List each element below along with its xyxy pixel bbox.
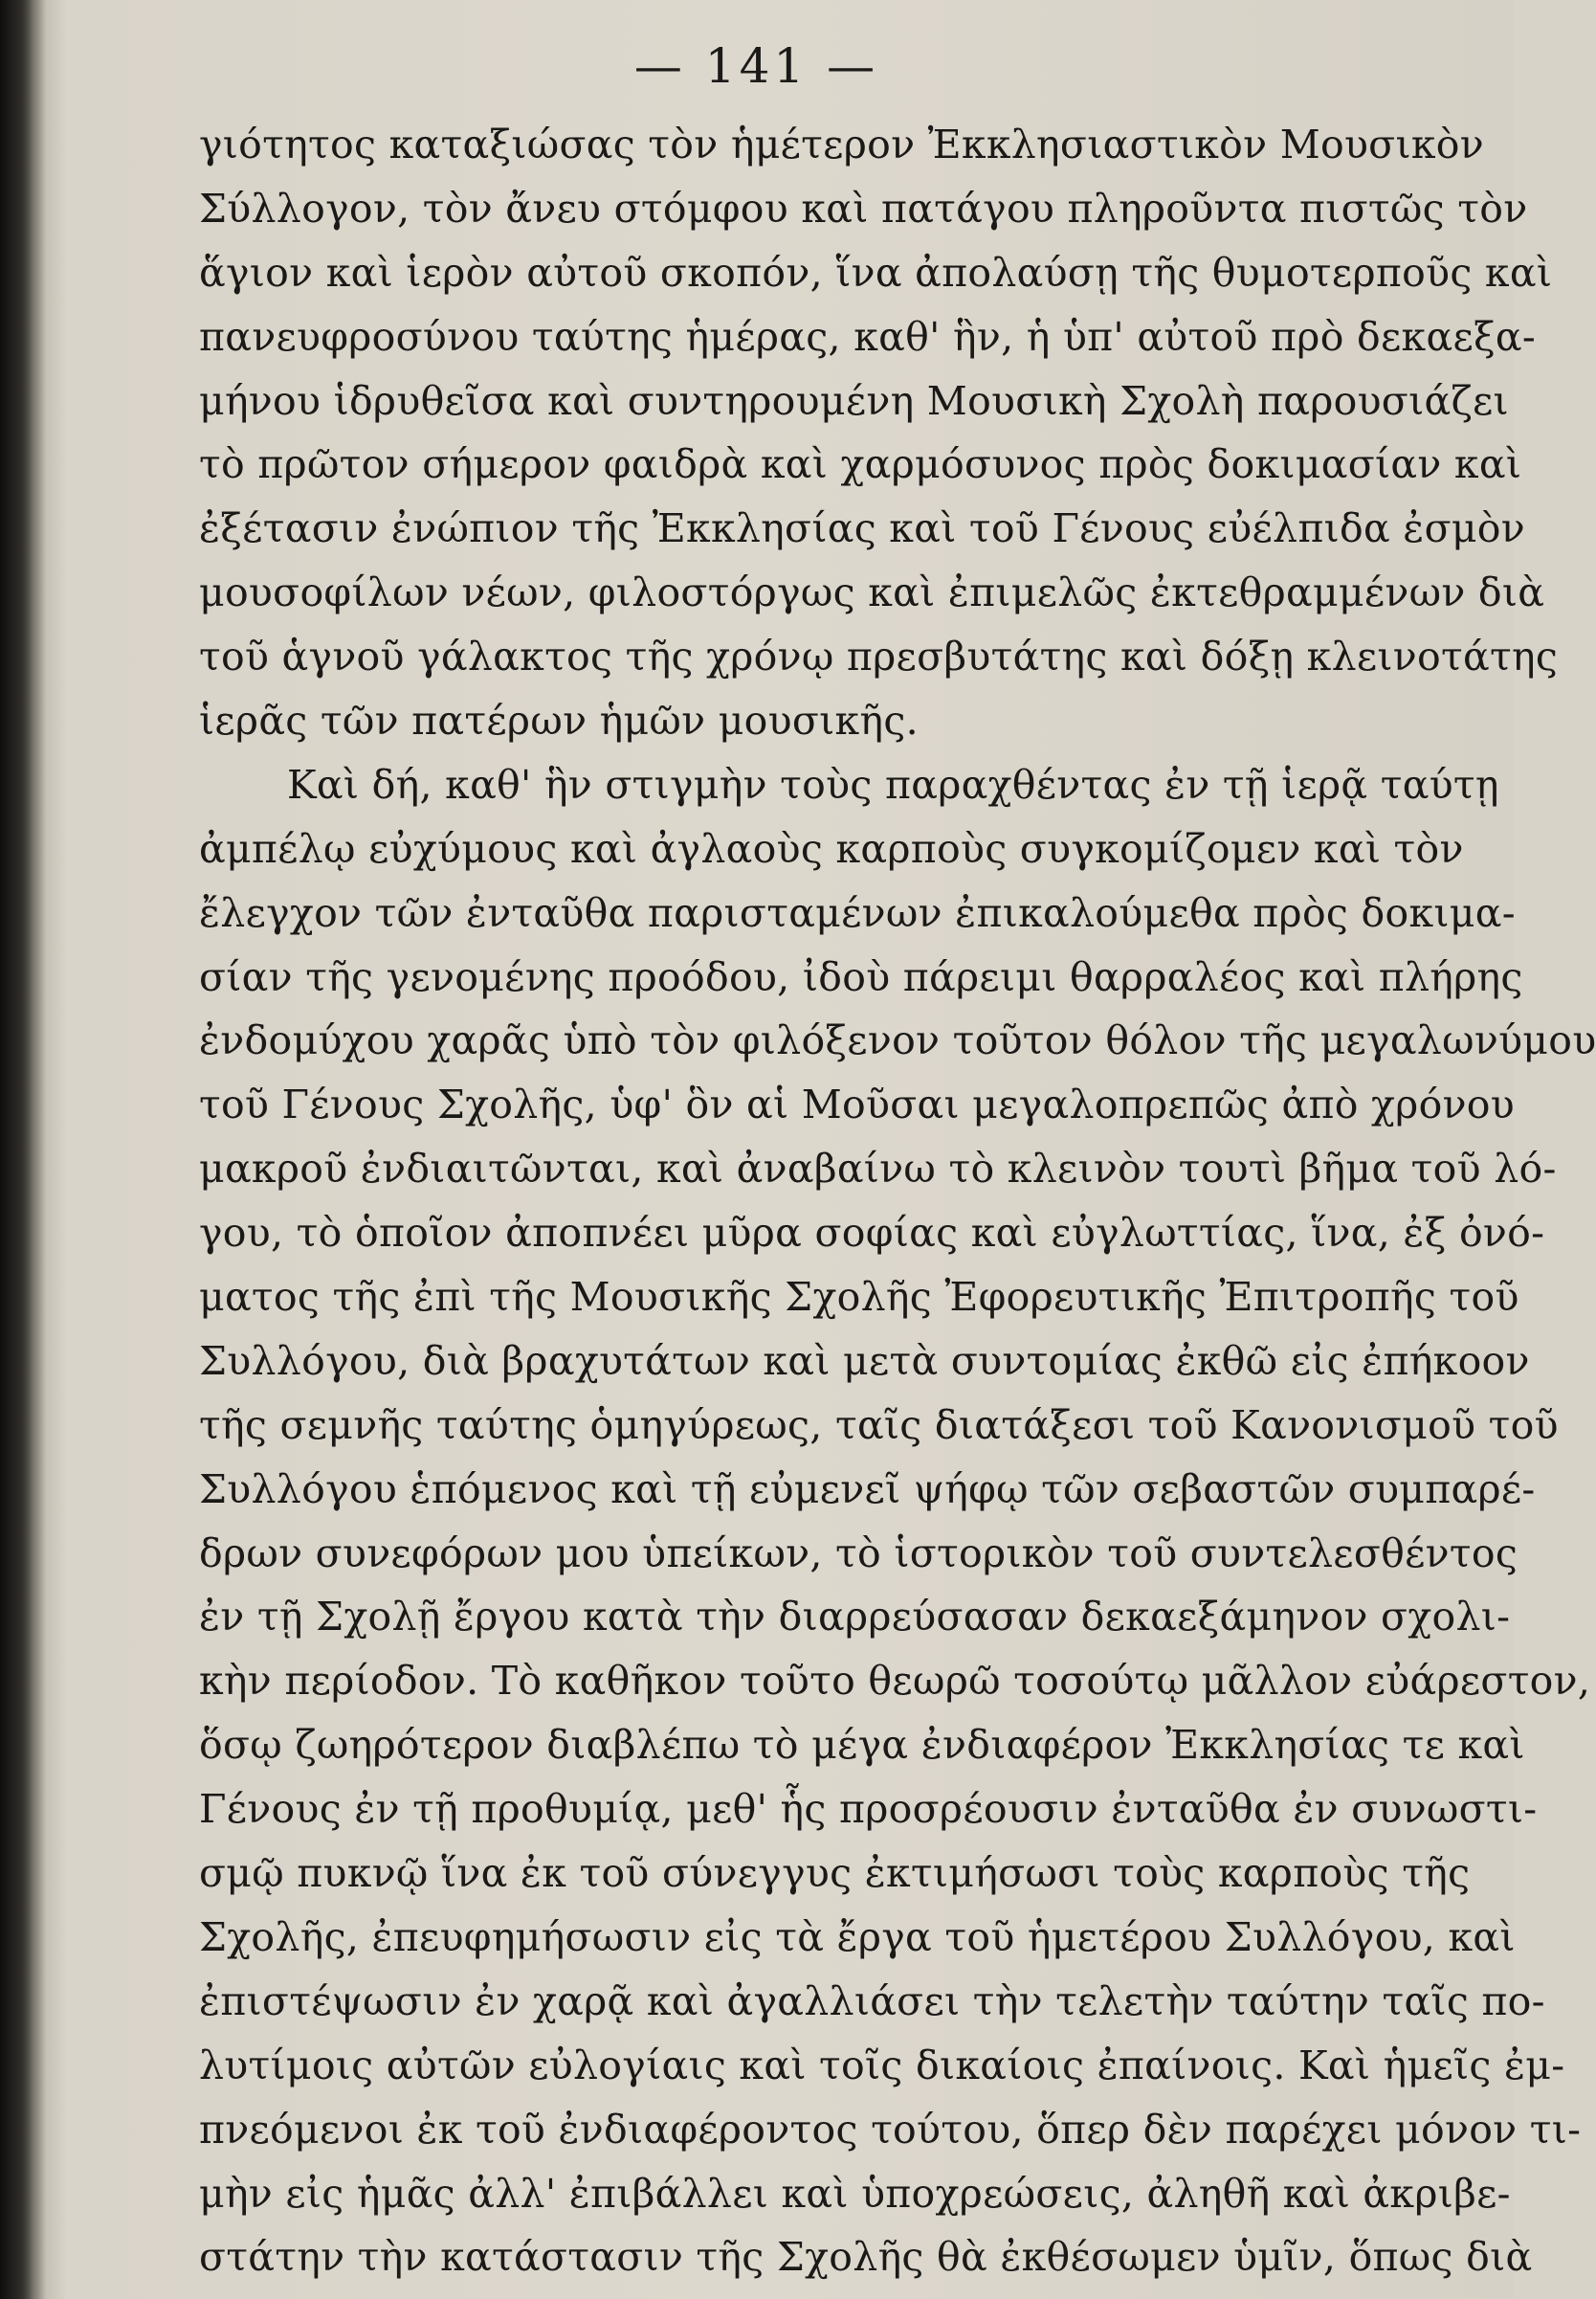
text-line: μήνου ἱδρυθεῖσα καὶ συντηρουμένη Μουσικὴ Σχολὴ παρουσιάζει xyxy=(199,377,1509,424)
body-text xyxy=(199,113,1596,2289)
text-line: πανευφροσύνου ταύτης ἡμέρας, καθ' ἣν, ἡ ὑπ' αὐτοῦ πρὸ δεκαεξα- xyxy=(199,313,1537,360)
paragraph xyxy=(199,753,1596,2289)
text-line: μὴν εἰς ἡμᾶς ἀλλ' ἐπιβάλλει καὶ ὑποχρεώσεις, ἀληθῆ καὶ ἀκριβε- xyxy=(199,2170,1511,2217)
text-line: Σχολῆς, ἐπευφημήσωσιν εἰς τὰ ἔργα τοῦ ἡμετέρου Συλλόγου, καὶ xyxy=(199,1913,1516,1960)
text-line: ἔλεγχον τῶν ἐνταῦθα παρισταμένων ἐπικαλούμεθα πρὸς δοκιμα- xyxy=(199,889,1516,936)
text-line: ἱερᾶς τῶν πατέρων ἡμῶν μουσικῆς. xyxy=(199,698,919,745)
text-line: ἅγιον καὶ ἱερὸν αὐτοῦ σκοπόν, ἵνα ἀπολαύσῃ τῆς θυμοτερποῦς καὶ xyxy=(199,249,1553,296)
text-line: ἐν τῇ Σχολῇ ἔργου κατὰ τὴν διαρρεύσασαν δεκαεξάμηνον σχολι- xyxy=(199,1594,1511,1641)
text-line: ἐπιστέψωσιν ἐν χαρᾷ καὶ ἀγαλλιάσει τὴν τελετὴν ταύτην ταῖς πο- xyxy=(199,1977,1545,2024)
text-line: γου, τὸ ὁποῖον ἀποπνέει μῦρα σοφίας καὶ εὐγλωττίας, ἵνα, ἐξ ὀνό- xyxy=(199,1210,1545,1257)
text-line: τοῦ ἁγνοῦ γάλακτος τῆς χρόνῳ πρεσβυτάτης καὶ δόξῃ κλεινοτάτης xyxy=(199,634,1559,681)
page-number: — 141 — xyxy=(633,38,879,94)
text-line: μουσοφίλων νέων, φιλοστόργως καὶ ἐπιμελῶς ἐκτεθραμμένων διὰ xyxy=(199,569,1545,616)
text-line: δρων συνεφόρων μου ὑπείκων, τὸ ἱστορικὸν τοῦ συντελεσθέντος xyxy=(199,1529,1518,1576)
text-line: τῆς σεμνῆς ταύτης ὁμηγύρεως, ταῖς διατάξεσι τοῦ Κανονισμοῦ τοῦ xyxy=(199,1401,1559,1448)
text-line: ἐξέτασιν ἐνώπιον τῆς Ἐκκλησίας καὶ τοῦ Γένους εὐέλπιδα ἐσμὸν xyxy=(199,505,1526,552)
text-line: ἀμπέλῳ εὐχύμους καὶ ἀγλαοὺς καρποὺς συγκομίζομεν καὶ τὸν xyxy=(199,825,1464,872)
text-line: τοῦ Γένους Σχολῆς, ὑφ' ὃν αἱ Μοῦσαι μεγαλοπρεπῶς ἀπὸ χρόνου xyxy=(199,1082,1516,1128)
text-line: στάτην τὴν κατάστασιν τῆς Σχολῆς θὰ ἐκθέσωμεν ὑμῖν, ὅπως διὰ xyxy=(199,2234,1533,2281)
text-line: ὅσῳ ζωηρότερον διαβλέπω τὸ μέγα ἐνδιαφέρον Ἐκκλησίας τε καὶ xyxy=(199,1722,1525,1769)
text-line: ἐνδομύχου χαρᾶς ὑπὸ τὸν φιλόξενον τοῦτον θόλον τῆς μεγαλωνύμου xyxy=(199,1017,1596,1064)
text-line: μακροῦ ἐνδιαιτῶνται, καὶ ἀναβαίνω τὸ κλεινὸν τουτὶ βῆμα τοῦ λό- xyxy=(199,1146,1557,1193)
paragraph xyxy=(199,113,1559,753)
text-line: Καὶ δή, καθ' ἣν στιγμὴν τοὺς παραχθέντας ἐν τῇ ἱερᾷ ταύτῃ xyxy=(287,761,1499,808)
text-line: τὸ πρῶτον σήμερον φαιδρὰ καὶ χαρμόσυνος πρὸς δοκιμασίαν καὶ xyxy=(199,441,1522,488)
text-line: σμῷ πυκνῷ ἵνα ἐκ τοῦ σύνεγγυς ἐκτιμήσωσι τοὺς καρποὺς τῆς xyxy=(199,1850,1471,1897)
text-line: Συλλόγου ἑπόμενος καὶ τῇ εὐμενεῖ ψήφῳ τῶν σεβαστῶν συμπαρέ- xyxy=(199,1465,1536,1512)
text-line: Σύλλογον, τὸν ἄνευ στόμφου καὶ πατάγου πληροῦντα πιστῶς τὸν xyxy=(199,185,1528,232)
text-line: λυτίμοις αὐτῶν εὐλογίαις καὶ τοῖς δικαίοις ἐπαίνοις. Καὶ ἡμεῖς ἐμ- xyxy=(199,2042,1565,2088)
text-line: Γένους ἐν τῇ προθυμίᾳ, μεθ' ἧς προσρέουσιν ἐνταῦθα ἐν συνωστι- xyxy=(199,1786,1538,1833)
text-line: σίαν τῆς γενομένης προόδου, ἰδοὺ πάρειμι θαρραλέος καὶ πλήρης xyxy=(199,953,1523,1000)
text-line: ματος τῆς ἐπὶ τῆς Μουσικῆς Σχολῆς Ἐφορευτικῆς Ἐπιτροπῆς τοῦ xyxy=(199,1274,1519,1321)
text-line: γιότητος καταξιώσας τὸν ἡμέτερον Ἐκκλησιαστικὸν Μουσικὸν xyxy=(199,122,1484,167)
text-line: πνεόμενοι ἐκ τοῦ ἐνδιαφέροντος τούτου, ὅπερ δὲν παρέχει μόνον τι- xyxy=(199,2106,1582,2153)
book-spine-shadow xyxy=(0,0,46,2299)
text-line: Συλλόγου, διὰ βραχυτάτων καὶ μετὰ συντομίας ἐκθῶ εἰς ἐπήκοον xyxy=(199,1337,1530,1384)
text-line: κὴν περίοδον. Τὸ καθῆκον τοῦτο θεωρῶ τοσούτῳ μᾶλλον εὐάρεστον, xyxy=(199,1658,1591,1705)
